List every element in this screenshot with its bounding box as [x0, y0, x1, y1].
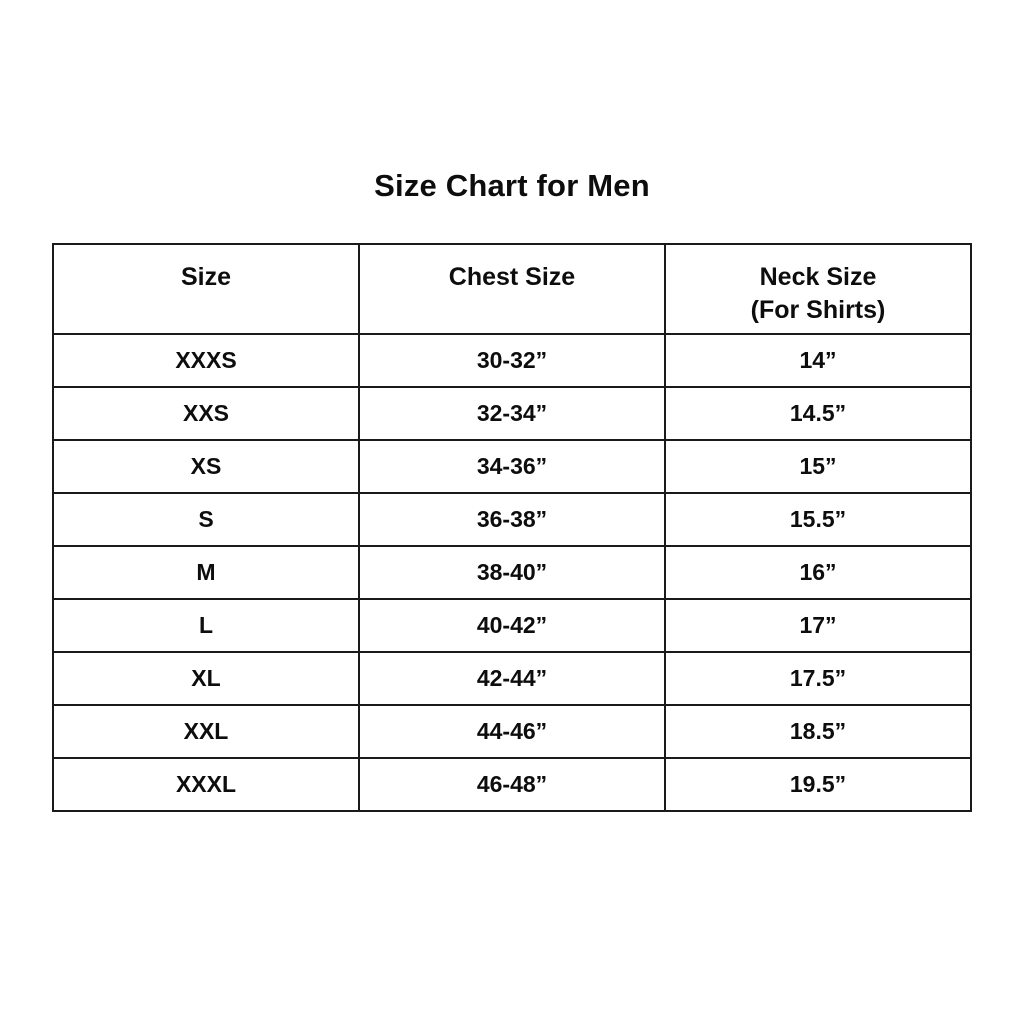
- neck-size-cell: 14”: [665, 334, 971, 387]
- page-title: Size Chart for Men: [374, 168, 650, 203]
- table-body: [53, 334, 971, 811]
- size-cell: XS: [53, 440, 359, 493]
- size-cell: XXXS: [53, 334, 359, 387]
- column-header-neck-size-sublabel: (For Shirts): [750, 296, 886, 324]
- table-row: [53, 705, 971, 758]
- size-cell: M: [53, 546, 359, 599]
- column-header-neck-size: [665, 244, 971, 334]
- chest-size-cell: 42-44”: [359, 652, 665, 705]
- table-header: [53, 244, 971, 334]
- table-row: [53, 652, 971, 705]
- neck-size-cell: 17”: [665, 599, 971, 652]
- chest-size-cell: 44-46”: [359, 705, 665, 758]
- size-cell: XXXL: [53, 758, 359, 811]
- table-row: [53, 440, 971, 493]
- chest-size-cell: 38-40”: [359, 546, 665, 599]
- size-cell: L: [53, 599, 359, 652]
- neck-size-cell: 14.5”: [665, 387, 971, 440]
- neck-size-cell: 15.5”: [665, 493, 971, 546]
- header-row: [53, 244, 971, 334]
- neck-size-cell: 15”: [665, 440, 971, 493]
- column-header-chest-size-label: Chest Size: [448, 263, 576, 291]
- column-header-size-label: Size: [180, 263, 232, 291]
- neck-size-cell: 19.5”: [665, 758, 971, 811]
- column-header-neck-size-label: Neck Size: [759, 263, 877, 291]
- column-header-size: [53, 244, 359, 334]
- table-row: [53, 758, 971, 811]
- neck-size-cell: 16”: [665, 546, 971, 599]
- size-cell: XXS: [53, 387, 359, 440]
- chest-size-cell: 36-38”: [359, 493, 665, 546]
- chest-size-cell: 46-48”: [359, 758, 665, 811]
- table-row: [53, 599, 971, 652]
- chest-size-cell: 34-36”: [359, 440, 665, 493]
- table-row: [53, 493, 971, 546]
- neck-size-cell: 17.5”: [665, 652, 971, 705]
- size-cell: XXL: [53, 705, 359, 758]
- table-row: [53, 546, 971, 599]
- size-chart-table: [52, 243, 972, 812]
- neck-size-cell: 18.5”: [665, 705, 971, 758]
- column-header-chest-size: [359, 244, 665, 334]
- chest-size-cell: 30-32”: [359, 334, 665, 387]
- size-cell: S: [53, 493, 359, 546]
- table-row: [53, 334, 971, 387]
- chest-size-cell: 32-34”: [359, 387, 665, 440]
- chest-size-cell: 40-42”: [359, 599, 665, 652]
- table-row: [53, 387, 971, 440]
- size-cell: XL: [53, 652, 359, 705]
